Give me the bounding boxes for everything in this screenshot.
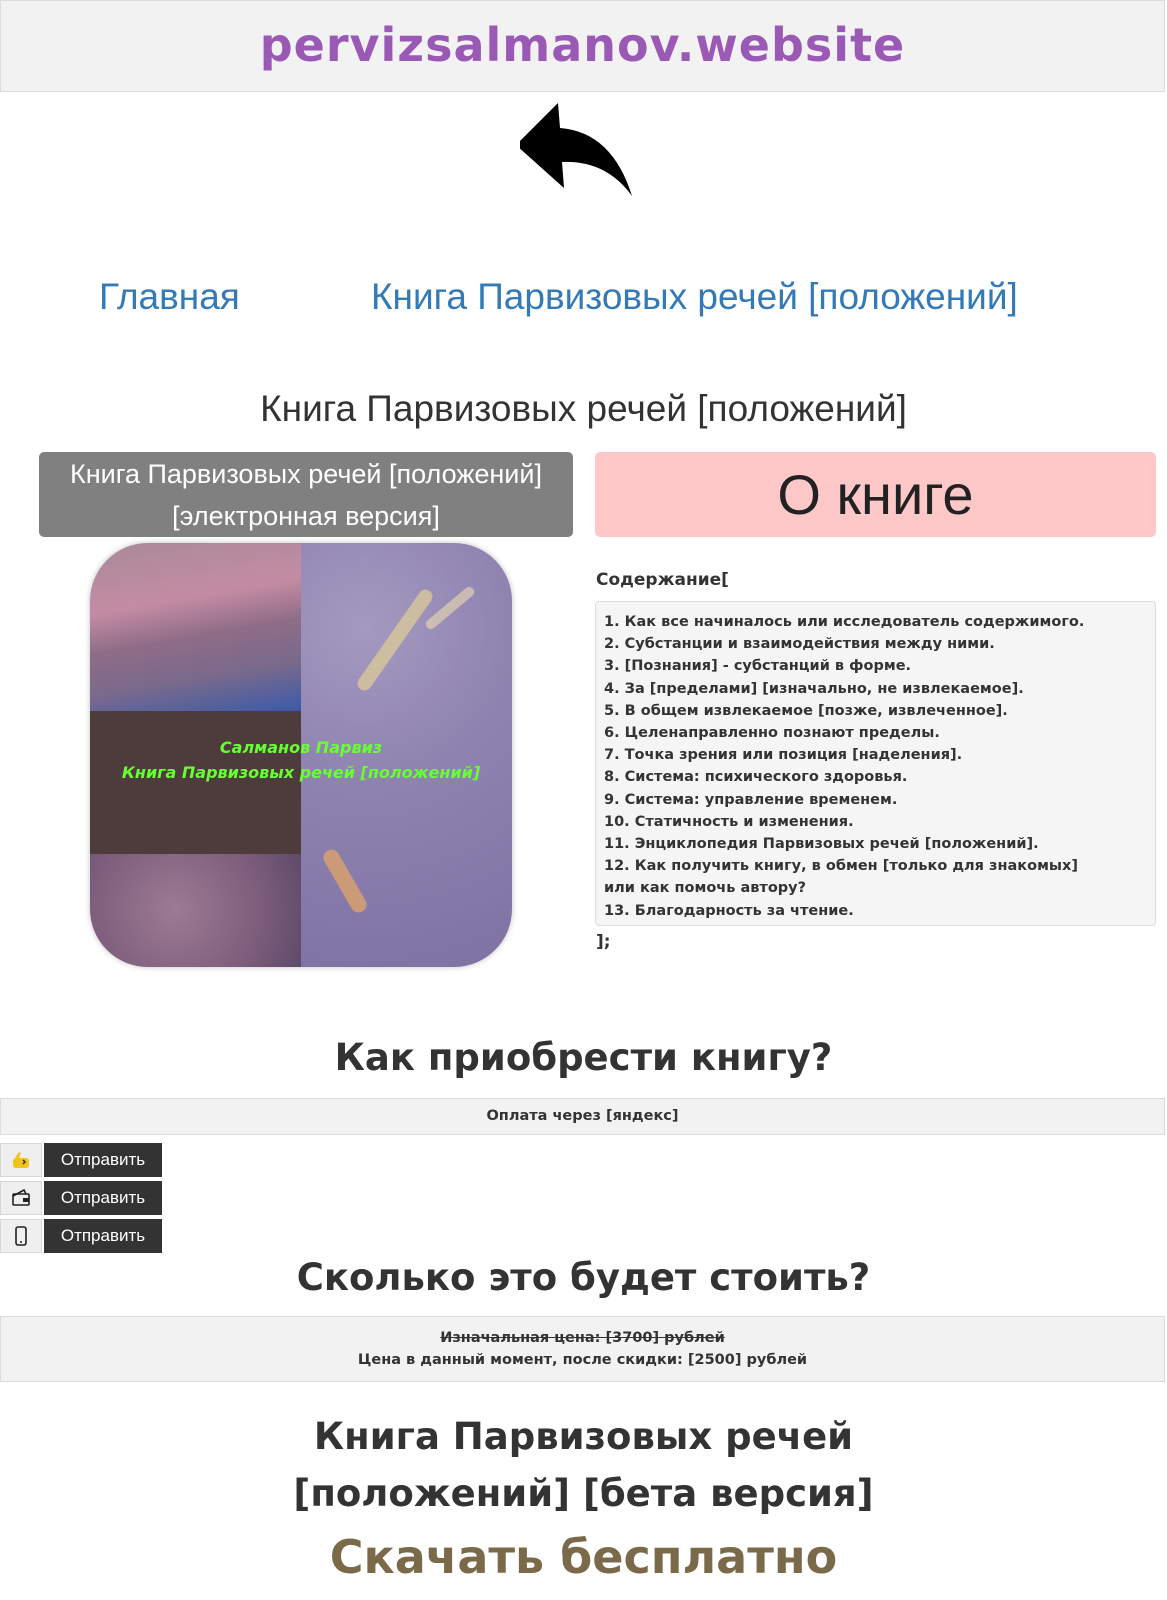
list-item: 7. Точка зрения или позиция [наделения].: [604, 747, 963, 764]
cover-text: [90, 735, 512, 785]
page-title: Книга Парвизовых речей [положений]: [260, 388, 907, 429]
buy-heading: Как приобрести книгу?: [334, 1036, 833, 1079]
cost-heading: Сколько это будет стоить?: [296, 1256, 871, 1299]
site-title[interactable]: pervizsalmanov.website: [259, 18, 906, 72]
list-item: 1. Как все начиналось или исследователь содержимого.: [604, 614, 1085, 630]
ebook-title: Книга Парвизовых речей [положений]: [70, 459, 542, 489]
hand-money-icon: [0, 1143, 42, 1177]
send-button[interactable]: Отправить: [44, 1181, 162, 1215]
contents-label: Содержание[: [596, 570, 729, 590]
list-item: 2. Субстанции и взаимодействия между ними.: [604, 636, 995, 653]
about-book-box: О книге: [595, 452, 1156, 537]
download-free-link[interactable]: Скачать бесплатно: [329, 1530, 838, 1584]
contents-box: [595, 601, 1156, 926]
ebook-subtitle: [электронная версия]: [172, 501, 440, 531]
list-item: 10. Статичность и изменения.: [604, 813, 854, 830]
list-item: или как помочь автору?: [604, 880, 807, 897]
list-item: 6. Целенаправленно познают пределы.: [604, 725, 940, 742]
send-button[interactable]: Отправить: [44, 1143, 162, 1177]
list-item: 8. Система: психического здоровья.: [604, 769, 908, 786]
cover-title: Книга Парвизовых речей [положений]: [121, 763, 481, 782]
payment-label: Оплата через [яндекс]: [0, 1098, 1165, 1135]
ebook-version-box: [39, 452, 573, 537]
nav-bar: [0, 276, 1167, 326]
old-price: Изначальная цена: [3700] рублей: [440, 1330, 725, 1346]
send-button[interactable]: Отправить: [44, 1219, 162, 1253]
back-arrow-icon[interactable]: [520, 100, 640, 200]
cover-texture: [90, 854, 301, 967]
cover-texture: [90, 543, 301, 711]
nav-link-book[interactable]: Книга Парвизовых речей [положений]: [371, 276, 1018, 317]
cover-author: Салманов Парвиз: [219, 738, 383, 757]
list-item: 4. За [пределами] [изначально, не извлекаемое].: [604, 680, 1024, 697]
list-item: 3. [Познания] - субстанций в форме.: [604, 658, 912, 675]
beta-title-line1: Книга Парвизовых речей: [313, 1415, 854, 1458]
site-header: [0, 0, 1165, 92]
contents-end: ];: [596, 932, 611, 952]
beta-heading: [0, 1408, 1167, 1522]
nav-link-home[interactable]: Главная: [99, 276, 240, 317]
book-cover-image: [90, 543, 512, 967]
current-price: Цена в данный момент, после скидки: [2500] рублей: [357, 1352, 808, 1368]
list-item: 13. Благодарность за чтение.: [604, 902, 854, 919]
list-item: 11. Энциклопедия Парвизовых речей [положений].: [604, 836, 1039, 853]
list-item: 12. Как получить книгу, в обмен [только для знакомых]: [604, 858, 1079, 875]
list-item: 5. В общем извлекаемое [позже, извлеченное].: [604, 702, 1008, 719]
beta-title-line2: [положений] [бета версия]: [293, 1472, 874, 1515]
phone-icon: [0, 1219, 42, 1253]
wallet-icon: [0, 1181, 42, 1215]
price-box: [0, 1316, 1165, 1382]
list-item: 9. Система: управление временем.: [604, 791, 898, 808]
